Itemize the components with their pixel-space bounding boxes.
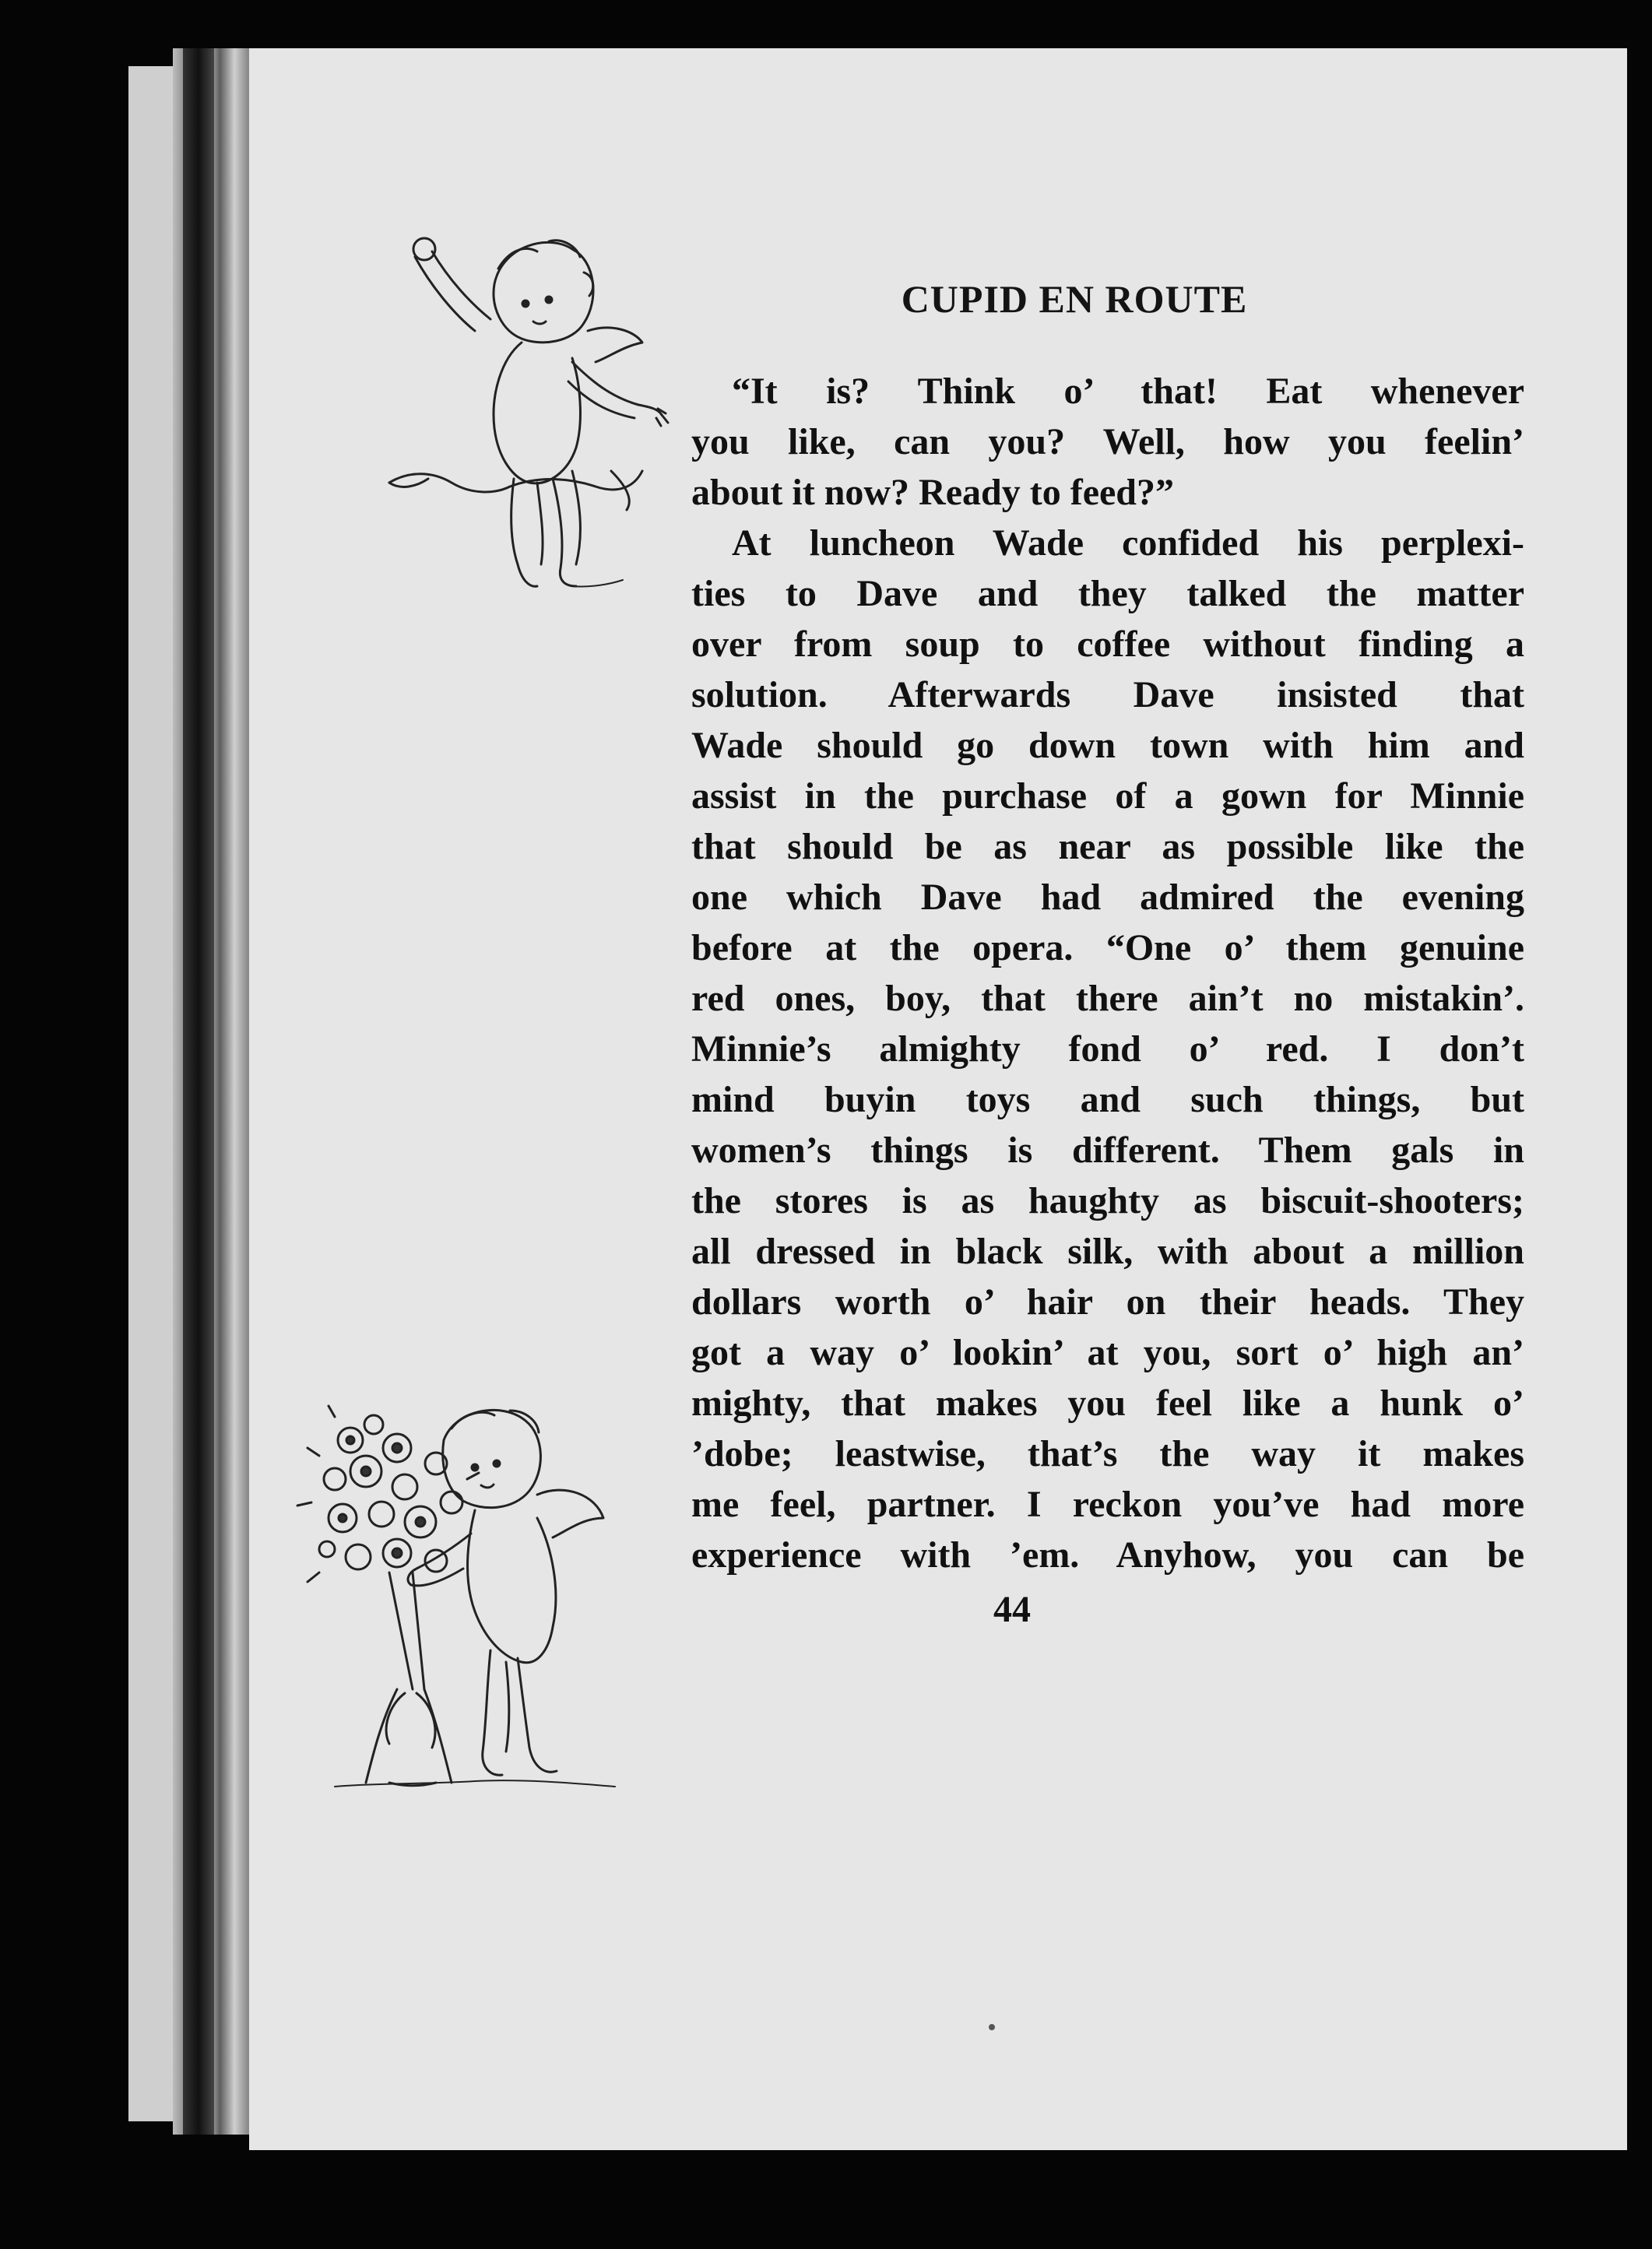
cupid-waving-illustration	[315, 214, 673, 650]
book-spine-shadow	[183, 48, 214, 2135]
body-text	[691, 366, 1524, 1580]
text-line: the stores is as haughty as biscuit-shooters;	[691, 1180, 1524, 1221]
text-line: me feel, partner. I reckon you’ve had more	[691, 1484, 1524, 1525]
text-line: over from soup to coffee without finding a	[691, 624, 1524, 665]
text-line: one which Dave had admired the evening	[691, 877, 1524, 918]
cupid-fist	[413, 238, 435, 260]
text-line: Wade should go down town with him and	[691, 725, 1524, 766]
text-line: ties to Dave and they talked the matter	[691, 573, 1524, 614]
text-line: experience with ’em. Anyhow, you can be	[691, 1534, 1524, 1576]
text-line: got a way o’ lookin’ at you, sort o’ high an’	[691, 1332, 1524, 1373]
bouquet-flowers	[297, 1406, 479, 1582]
text-line: all dressed in black silk, with about a million	[691, 1231, 1524, 1272]
text-line: before at the opera. “One o’ them genuine	[691, 927, 1524, 968]
page-speck	[989, 2024, 995, 2030]
text-line: At luncheon Wade confided his perplexi-	[732, 522, 1524, 564]
text-line: women’s things is different. Them gals in	[691, 1130, 1524, 1171]
running-head: CUPID EN ROUTE	[901, 277, 1248, 321]
text-line: red ones, boy, that there ain’t no mistakin’.	[691, 978, 1524, 1019]
text-line: “It is? Think o’ that! Eat whenever	[732, 371, 1524, 412]
text-line: mighty, that makes you feel like a hunk o’	[691, 1383, 1524, 1424]
text-line: solution. Afterwards Dave insisted that	[691, 674, 1524, 715]
text-line: you like, can you? Well, how you feelin’	[691, 421, 1524, 462]
page-number: 44	[993, 1589, 1031, 1630]
cupid-with-bouquet-illustration	[288, 1393, 677, 1829]
text-line: ’dobe; leastwise, that’s the way it makes	[691, 1433, 1524, 1474]
text-line: that should be as near as possible like the	[691, 826, 1524, 867]
text-line: assist in the purchase of a gown for Minnie	[691, 775, 1524, 817]
text-line: mind buyin toys and such things, but	[691, 1079, 1524, 1120]
text-line: about it now? Ready to feed?”	[691, 472, 1174, 513]
text-line: Minnie’s almighty fond o’ red. I don’t	[691, 1028, 1524, 1070]
text-line: dollars worth o’ hair on their heads. They	[691, 1281, 1524, 1323]
